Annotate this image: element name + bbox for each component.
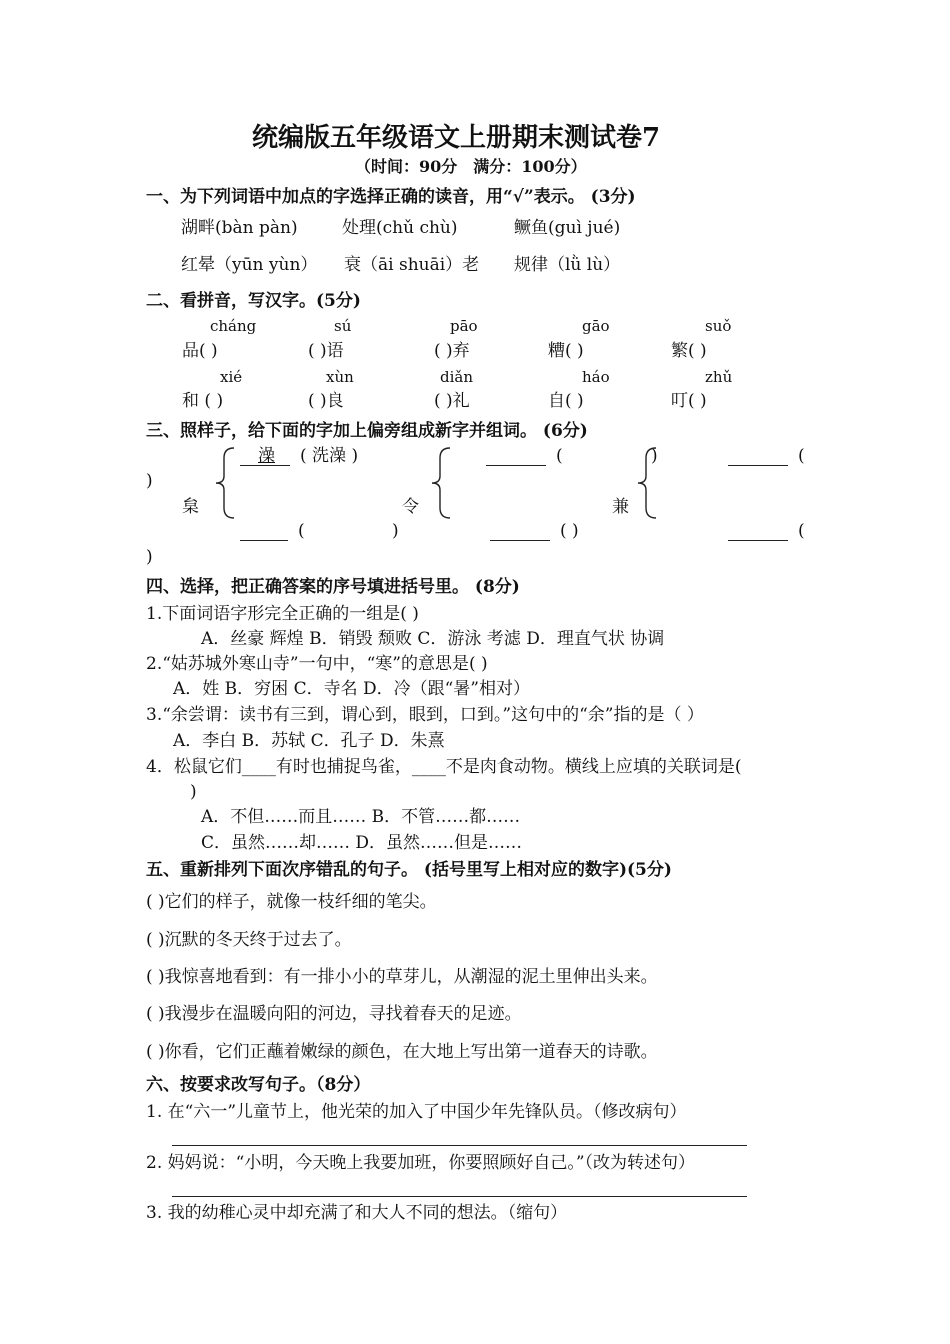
- paren-blank: ( ): [560, 521, 579, 541]
- answer-line: [172, 1196, 747, 1197]
- page-subtitle: （时间：90分 满分：100分）: [355, 157, 587, 176]
- pinyin: pāo: [450, 317, 478, 335]
- options: A．丝豪 辉煌 B．销毁 颓败 C．游泳 考滤 D．理直气状 协调: [201, 629, 665, 649]
- q1-item: 鳜鱼(guì jué): [514, 218, 621, 238]
- blank-line: [240, 465, 290, 466]
- pinyin: suǒ: [705, 317, 732, 335]
- pinyin: xié: [220, 368, 243, 386]
- q5-heading: 五、重新排列下面次序错乱的句子。 (括号里写上相对应的数字)(5分): [146, 860, 672, 880]
- q1-item: 红晕（yūn yùn）: [181, 255, 318, 275]
- q6-heading: 六、按要求改写句子。（8分）: [146, 1075, 371, 1095]
- char-blank: ( )良: [308, 391, 344, 411]
- blank-line: [486, 465, 546, 466]
- char-blank: 自( ): [548, 391, 584, 411]
- q1-item: 处理(chǔ chù): [342, 218, 458, 238]
- rewrite-item: 1. 在“六一”儿童节上，他光荣的加入了中国少年先锋队员。（修改病句）: [146, 1102, 687, 1122]
- options: A．不但……而且…… B．不管……都……: [201, 807, 521, 827]
- left-brace-icon: [634, 446, 660, 520]
- question: 4．松鼠它们____有时也捕捉鸟雀，____不是肉食动物。横线上应填的关联词是(: [146, 757, 742, 777]
- q3-heading: 三、照样子，给下面的字加上偏旁组成新字并组词。 (6分): [146, 421, 588, 441]
- char-blank: ( )语: [308, 341, 344, 361]
- question: 2.“姑苏城外寒山寺”一句中，“寒”的意思是( ): [146, 654, 488, 674]
- left-brace-icon: [212, 446, 238, 520]
- base-char: 令: [402, 497, 419, 517]
- question: 3.“余尝谓：读书有三到，谓心到，眼到，口到。”这句中的“余”指的是（ ）: [146, 705, 704, 725]
- blank-line: [728, 465, 788, 466]
- q4-heading: 四、选择，把正确答案的序号填进括号里。 (8分): [146, 577, 520, 597]
- options: C．虽然……却…… D．虽然……但是……: [201, 833, 523, 853]
- left-brace-icon: [428, 446, 454, 520]
- char-blank: 和 ( ): [182, 391, 224, 411]
- paren: (: [556, 446, 563, 466]
- paren: (: [798, 446, 805, 466]
- sentence: ( )沉默的冬天终于过去了。: [146, 930, 352, 950]
- pinyin: diǎn: [440, 368, 474, 386]
- question: 1.下面词语字形完全正确的一组是( ): [146, 604, 419, 624]
- question-cont: ): [190, 782, 197, 802]
- paren: (: [298, 521, 305, 541]
- rewrite-item: 2. 妈妈说：“小明，今天晚上我要加班，你要照顾好自己。”（改为转述句）: [146, 1153, 696, 1173]
- paren: ): [146, 547, 153, 567]
- pinyin: gāo: [582, 317, 610, 335]
- q1-item: 湖畔(bàn pàn): [181, 218, 298, 238]
- rewrite-item: 3. 我的幼稚心灵中却充满了和大人不同的想法。（缩句）: [146, 1203, 568, 1223]
- char-blank: 糟( ): [548, 341, 584, 361]
- sentence: ( )我漫步在温暖向阳的河边，寻找着春天的足迹。: [146, 1004, 522, 1024]
- base-char: 兼: [612, 497, 629, 517]
- q1-item: 规律（lǜ lù）: [514, 255, 621, 275]
- blank-line: [728, 540, 788, 541]
- sentence: ( )它们的样子，就像一枝纤细的笔尖。: [146, 892, 437, 912]
- page-title: 统编版五年级语文上册期末测试卷7: [252, 123, 661, 153]
- example-char: 澡: [258, 446, 275, 466]
- paren: ): [651, 446, 658, 466]
- pinyin: cháng: [210, 317, 257, 335]
- pinyin: háo: [582, 368, 610, 386]
- pinyin: sú: [334, 317, 352, 335]
- example-word: ( 洗澡 ): [300, 446, 359, 466]
- blank-line: [490, 540, 550, 541]
- char-blank: ( )礼: [434, 391, 470, 411]
- answer-line: [172, 1145, 747, 1146]
- base-char: 枲: [182, 497, 199, 517]
- char-blank: 品( ): [182, 341, 218, 361]
- options: A．姓 B．穷困 C．寺名 D．冷（跟“暑”相对）: [173, 679, 530, 699]
- options: A．李白 B．苏轼 C．孔子 D．朱熹: [173, 731, 445, 751]
- char-blank: ( )弃: [434, 341, 470, 361]
- paren: ): [146, 471, 153, 491]
- q1-item: 衰（āi shuāi）老: [344, 255, 480, 275]
- char-blank: 繁( ): [671, 341, 707, 361]
- paren: ): [392, 521, 399, 541]
- sentence: ( )我惊喜地看到：有一排小小的草芽儿，从潮湿的泥土里伸出头来。: [146, 967, 658, 987]
- blank-line: [240, 540, 288, 541]
- char-blank: 叮( ): [671, 391, 707, 411]
- pinyin: xùn: [326, 368, 354, 386]
- q2-heading: 二、看拼音，写汉字。(5分): [146, 291, 361, 311]
- sentence: ( )你看，它们正蘸着嫩绿的颜色，在大地上写出第一道春天的诗歌。: [146, 1042, 658, 1062]
- q1-heading: 一、为下列词语中加点的字选择正确的读音，用“√”表示。 (3分): [146, 187, 636, 207]
- paren: (: [798, 521, 805, 541]
- pinyin: zhǔ: [705, 368, 733, 386]
